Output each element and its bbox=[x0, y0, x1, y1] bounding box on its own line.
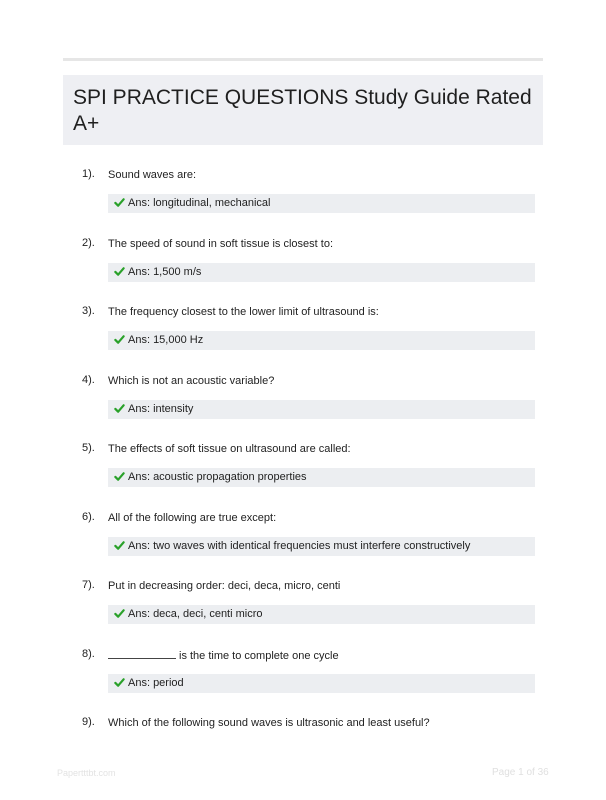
answer-text: Ans: deca, deci, centi micro bbox=[128, 608, 263, 620]
answer-box bbox=[108, 194, 535, 213]
question-prompt: is the time to complete one cycle bbox=[179, 649, 339, 662]
question-item bbox=[63, 438, 543, 507]
answer-text: Ans: two waves with identical frequencies must interfere constructively bbox=[128, 539, 471, 552]
question-item bbox=[63, 507, 543, 576]
answer-text: Ans: longitudinal, mechanical bbox=[128, 197, 271, 209]
check-icon bbox=[114, 266, 125, 277]
question-number: 3). bbox=[82, 305, 95, 317]
answer-box bbox=[108, 331, 535, 350]
question-number: 1). bbox=[82, 168, 95, 180]
question-item bbox=[63, 712, 543, 781]
answer-text: Ans: 15,000 Hz bbox=[128, 334, 204, 346]
fill-in-blank bbox=[108, 649, 176, 659]
question-prompt-with-blank bbox=[108, 649, 339, 662]
question-item bbox=[63, 164, 543, 233]
answer-box bbox=[108, 400, 535, 419]
check-icon bbox=[114, 197, 125, 208]
check-icon bbox=[114, 677, 125, 688]
document-title: SPI PRACTICE QUESTIONS Study Guide Rated A+ bbox=[73, 86, 532, 135]
question-number: 2). bbox=[82, 236, 95, 249]
check-icon bbox=[114, 334, 125, 345]
answer-text: Ans: acoustic propagation properties bbox=[128, 471, 307, 483]
question-number: 5). bbox=[82, 442, 95, 454]
answer-box bbox=[108, 263, 535, 282]
question-prompt: The effects of soft tissue on ultrasound are called: bbox=[108, 443, 351, 455]
page-number: Page 1 of 36 bbox=[492, 767, 549, 778]
check-icon bbox=[114, 608, 125, 619]
question-number: 4). bbox=[82, 373, 95, 386]
question-item bbox=[63, 644, 543, 713]
answer-text: Ans: period bbox=[128, 676, 184, 689]
question-prompt: Put in decreasing order: deci, deca, micro, centi bbox=[108, 580, 341, 592]
question-prompt: Sound waves are: bbox=[108, 169, 197, 181]
answer-box bbox=[108, 674, 535, 693]
answer-box bbox=[108, 537, 535, 556]
answer-text: Ans: 1,500 m/s bbox=[128, 265, 202, 278]
top-divider bbox=[63, 58, 543, 61]
question-list bbox=[63, 164, 543, 781]
question-item bbox=[63, 301, 543, 370]
question-number: 9). bbox=[82, 716, 95, 728]
title-banner bbox=[63, 75, 543, 145]
question-number: 7). bbox=[82, 579, 95, 591]
question-prompt: Which is not an acoustic variable? bbox=[108, 374, 275, 387]
answer-text: Ans: intensity bbox=[128, 402, 194, 415]
question-prompt: All of the following are true except: bbox=[108, 511, 277, 524]
footer-watermark: Papertttbt.com bbox=[57, 768, 116, 778]
answer-box bbox=[108, 605, 535, 624]
question-prompt: Which of the following sound waves is ultrasonic and least useful? bbox=[108, 717, 430, 729]
question-prompt: The speed of sound in soft tissue is closest to: bbox=[108, 237, 334, 250]
question-prompt: The frequency closest to the lower limit of ultrasound is: bbox=[108, 306, 379, 318]
question-number: 6). bbox=[82, 510, 95, 523]
answer-box bbox=[108, 468, 535, 487]
check-icon bbox=[114, 403, 125, 414]
question-item bbox=[63, 370, 543, 439]
question-number: 8). bbox=[82, 647, 95, 660]
check-icon bbox=[114, 540, 125, 551]
question-item bbox=[63, 233, 543, 302]
check-icon bbox=[114, 471, 125, 482]
question-item bbox=[63, 575, 543, 644]
